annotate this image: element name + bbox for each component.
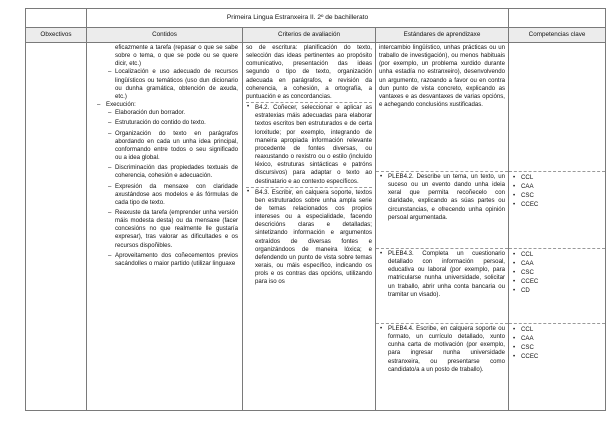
header-obxectivos: Obxectivos <box>26 28 87 43</box>
competencia-item: • CAA <box>512 260 603 269</box>
competencias-cell <box>509 43 606 411</box>
execucion-label: – Execución: <box>97 101 238 109</box>
standard-pleb4-4: • PLEB4.4. Escribe, en calquera soporte ou formato, un currículo detallado, xunto cunha carta de motivación (por exemplo, para ingresar nunha universidade estranxeira, ou presentarse como candidato/a a un posto de traballo). <box>379 325 505 374</box>
competencias-segment <box>509 249 605 324</box>
competencias-list-pleb4-2 <box>512 174 603 210</box>
title-spacer-right <box>509 9 606 28</box>
execucion-item: – Organización do texto en parágrafos abordando en cada un unha idea principal, conformando entre todos o seu significado ou a idea global. <box>91 130 238 163</box>
competencia-item: • CCL <box>512 326 603 335</box>
execucion-item: – Discriminación das propiedades textuais de coherencia, cohesión e adecuación. <box>91 164 238 180</box>
competencias-segment <box>509 324 605 410</box>
competencia-item: • CSC <box>512 344 603 353</box>
competencia-item: • CCEC <box>512 278 603 287</box>
execucion-item: – Estruturación do contido do texto. <box>91 119 238 127</box>
header-criterios: Criterios de avaliación <box>243 28 376 43</box>
competencia-item: • CCEC <box>512 353 603 362</box>
standard-segment <box>376 43 508 172</box>
competencia-item: • CAA <box>512 183 603 192</box>
competencia-item: • CSC <box>512 192 603 201</box>
table-title: Primeira Lingua Estranxeira II. 2º de bachillerato <box>87 9 509 28</box>
execucion-item: – Expresión da mensaxe con claridade axustándose aos modelos e ás fórmulas de cada tipo de texto. <box>91 183 238 207</box>
header-competencias: Competencias clave <box>509 28 606 43</box>
competencia-item: • CCL <box>512 174 603 183</box>
criterios-cell <box>243 43 376 411</box>
competencia-item: • CSC <box>512 269 603 278</box>
competencias-segment <box>509 172 605 249</box>
contidos-cell <box>87 43 243 411</box>
execucion-item: – Aproveitamento dos coñecementos previos sacándolles o maior partido (utilizar linguaxe <box>91 252 238 268</box>
standard-continuation: intercambio lingüístico, unhas prácticas ou un traballo de investigación), ou menos habituais (por exemplo, un problema xurdido durante unha estadía no estranxeiro), desenvolvendo un argumento, razoando a favor ou en contra dun punto de vista concreto, explicando as vantaxes e as desvantaxes de varias opcións, e achegando conclusións xustificadas. <box>379 44 506 109</box>
execucion-item: – Reaxuste da tarefa (emprender unha versión máis modesta desta) ou da mensaxe (facer concesións no que realmente lle gustaría expresar), tras valorar as dificultades e os recursos dispoñibles. <box>91 209 238 250</box>
standard-segment <box>376 249 508 324</box>
competencias-list-pleb4-4 <box>512 326 603 362</box>
competencia-item: • CCEC <box>512 201 603 210</box>
competencia-item: • CD <box>512 287 603 296</box>
competencias-segment <box>509 43 605 172</box>
contidos-item: – Localización e uso adecuado de recursos lingüísticos ou temáticos (uso dun dicionario ou dunha gramática, obtención de axuda, etc.) <box>91 68 238 101</box>
standard-segment <box>376 324 508 410</box>
header-estandares: Estándares de aprendizaxe <box>376 28 509 43</box>
execucion-item: – Elaboración dun borrador. <box>91 109 238 117</box>
curriculum-table <box>25 8 606 411</box>
standard-pleb4-2: • PLEB4.2. Describe un tema, un texto, un suceso ou un evento dando unha ideia xeral que permita recoñecelo con claridade, explicando as súas partes ou circunstancias, e ofrecendo unha opinión persoal argumentada. <box>379 173 505 222</box>
estandares-cell <box>376 43 509 411</box>
standard-pleb4-3: • PLEB4.3. Completa un cuestionario detallado con información persoal, educativa ou laboral (por exemplo, para matricularse nunha universidade, solicitar un traballo, abrir unha conta bancaria ou tramitar un visado). <box>379 250 505 299</box>
criterio-continuation: so de escritura: planificación do texto, selección das ideas pertinentes ao propósito comunicativo, presentación das ideas segundo o tipo de texto, organización adecuada en parágrafos, e revisión da coherencia, a cohesión, a ortografía, a puntuación e as concordancias. <box>246 44 372 100</box>
title-spacer <box>26 9 87 28</box>
standard-segment <box>376 172 508 249</box>
obxectivos-cell <box>26 43 87 411</box>
criterio-b4-3: • B4.3. Escribir, en calquera soporte, textos ben estruturados sobre unha ampla serie de temas relacionados cos propios intereses ou a especialidade, facendo descricións claras e detalladas; sintetizando información e argumentos extraídos de diversas fontes e organizándoos de maneira lóxica; e defendendo un punto de vista sobre temas xerais, ou máis específico, indicando os prols e os contras das opcións, utilizando para iso os <box>246 187 372 287</box>
header-contidos: Contidos <box>87 28 243 43</box>
contidos-continuation: eficazmente a tarefa (repasar o que se sabe sobre o tema, o que se pode ou se quere dicir, etc.) <box>115 44 238 68</box>
competencia-item: • CCL <box>512 251 603 260</box>
competencia-item: • CAA <box>512 335 603 344</box>
criterio-b4-2: • B4.2. Coñecer, seleccionar e aplicar as estratexias máis adecuadas para elaborar textos escritos ben estruturados e de certa lonxitude; por exemplo, integrando de maneira apropiada información relevante procedente de fontes diversas, ou reaxustando o rexistro ou o estilo (incluído léxico, estruturas sintácticas e patróns discursivos) para adaptar o texto ao destinatario e ao contexto específicos. <box>246 102 372 186</box>
competencias-list-pleb4-3 <box>512 251 603 295</box>
